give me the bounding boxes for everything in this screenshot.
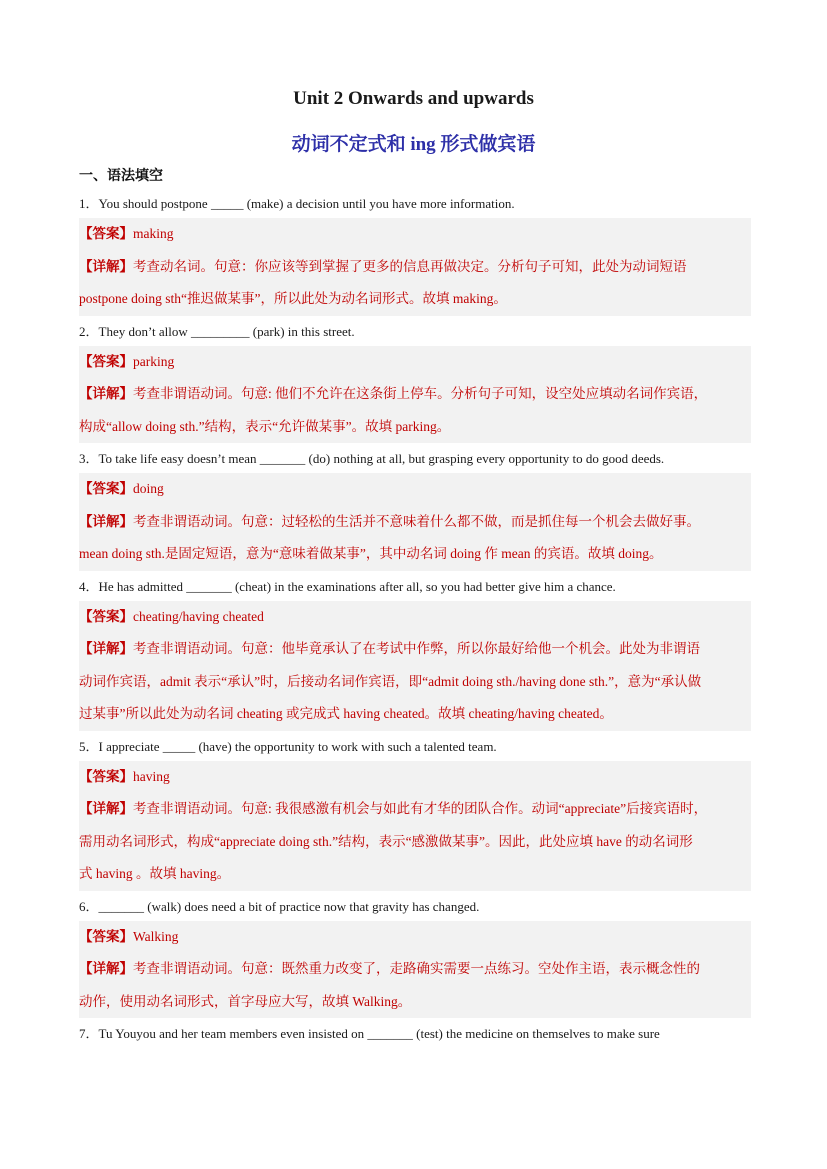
answer-text: cheating/having cheated — [133, 608, 264, 624]
page-subtitle: 动词不定式和 ing 形式做宾语 — [291, 134, 536, 155]
detail-text: 考查非谓语动词。句意: 我很感激有机会与如此有才华的团队合作。动词“appreciate”后接宾语时， — [133, 801, 708, 816]
detail-line — [79, 506, 751, 539]
question-6: 6．_______ (walk) does need a bit of practice now that gravity has changed. — [79, 898, 480, 914]
detail-line: 动词作宾语，admit 表示“承认”时，后接动名词作宾语，即“admit doing sth./having done sth.”，意为“承认做 — [79, 673, 702, 689]
detail-tag: 【详解】 — [79, 258, 133, 274]
answer-text: doing — [133, 481, 164, 496]
question-7: 7．Tu Youyou and her team members even insisted on _______ (test) the medicine on themselves to make sure — [79, 1026, 660, 1041]
answer-tag: 【答案】 — [79, 928, 133, 944]
question-4: 4．He has admitted _______ (cheat) in the examinations after all, so you had better give him a chance. — [79, 578, 616, 594]
answer-tag: 【答案】 — [79, 768, 133, 784]
answer-tag: 【答案】 — [79, 226, 133, 241]
answer-line — [79, 218, 751, 251]
detail-text: 考查非谓语动词。句意：既然重力改变了，走路确实需要一点练习。空处作主语，表示概念性的 — [133, 961, 700, 976]
detail-line: 构成“allow doing sth.”结构，表示“允许做某事”。故填 parking。 — [79, 418, 451, 434]
answer-tag: 【答案】 — [79, 481, 133, 496]
answer-block-3 — [79, 473, 751, 571]
detail-line — [79, 633, 751, 666]
detail-line — [79, 251, 751, 284]
detail-line — [79, 378, 751, 411]
answer-line — [79, 601, 751, 634]
detail-text: 考查动名词。句意：你应该等到掌握了更多的信息再做决定。分析句子可知，此处为动词短语 — [133, 258, 687, 274]
detail-line: 动作，使用动名词形式，首字母应大写，故填 Walking。 — [79, 993, 412, 1009]
detail-line: 式 having 。故填 having。 — [79, 866, 231, 881]
answer-line — [79, 346, 751, 379]
section-heading: 一、语法填空 — [79, 169, 163, 184]
answer-text: making — [133, 226, 174, 241]
detail-line: 需用动名词形式，构成“appreciate doing sth.”结构，表示“感激做某事”。因此，此处应填 have 的动名词形 — [79, 833, 693, 849]
answer-line — [79, 921, 751, 954]
detail-tag: 【详解】 — [79, 513, 133, 529]
question-5: 5．I appreciate _____ (have) the opportunity to work with such a talented team. — [79, 738, 497, 754]
detail-line: mean doing sth.是固定短语，意为“意味着做某事”，其中动名词 doing 作 mean 的宾语。故填 doing。 — [79, 546, 663, 561]
question-2: 2．They don’t allow _________ (park) in this street. — [79, 323, 355, 339]
answer-text: having — [133, 768, 170, 784]
detail-tag: 【详解】 — [79, 641, 133, 656]
answer-block-6 — [79, 921, 751, 1019]
detail-text: 考查非谓语动词。句意：过轻松的生活并不意味着什么都不做，而是抓住每一个机会去做好事。 — [133, 513, 700, 529]
detail-line: 过某事”所以此处为动名词 cheating 或完成式 having cheated。故填 cheating/having cheated。 — [79, 706, 613, 721]
detail-tag: 【详解】 — [79, 801, 133, 816]
detail-tag: 【详解】 — [79, 961, 133, 976]
detail-line: postpone doing sth“推迟做某事”，所以此处为动名词形式。故填 making。 — [79, 291, 507, 306]
page-title: Unit 2 Onwards and upwards — [293, 88, 534, 109]
answer-block-5 — [79, 761, 751, 891]
detail-line — [79, 953, 751, 986]
detail-text: 考查非谓语动词。句意: 他们不允许在这条街上停车。分析句子可知，设空处应填动名词作宾语， — [133, 386, 708, 401]
question-3: 3．To take life easy doesn’t mean _______ (do) nothing at all, but grasping every opportunity to do good deeds. — [79, 451, 665, 466]
exercise-list — [79, 188, 751, 1048]
answer-text: parking — [133, 353, 175, 369]
detail-tag: 【详解】 — [79, 386, 133, 401]
question-1: 1．You should postpone _____ (make) a decision until you have more information. — [79, 196, 515, 211]
answer-block-2 — [79, 346, 751, 444]
answer-tag: 【答案】 — [79, 608, 133, 624]
detail-line — [79, 793, 751, 826]
answer-line — [79, 761, 751, 794]
answer-line — [79, 473, 751, 506]
detail-text: 考查非谓语动词。句意：他毕竟承认了在考试中作弊，所以你最好给他一个机会。此处为非谓语 — [133, 641, 700, 656]
answer-text: Walking — [133, 928, 179, 944]
answer-block-1 — [79, 218, 751, 316]
answer-tag: 【答案】 — [79, 353, 133, 369]
answer-block-4 — [79, 601, 751, 731]
